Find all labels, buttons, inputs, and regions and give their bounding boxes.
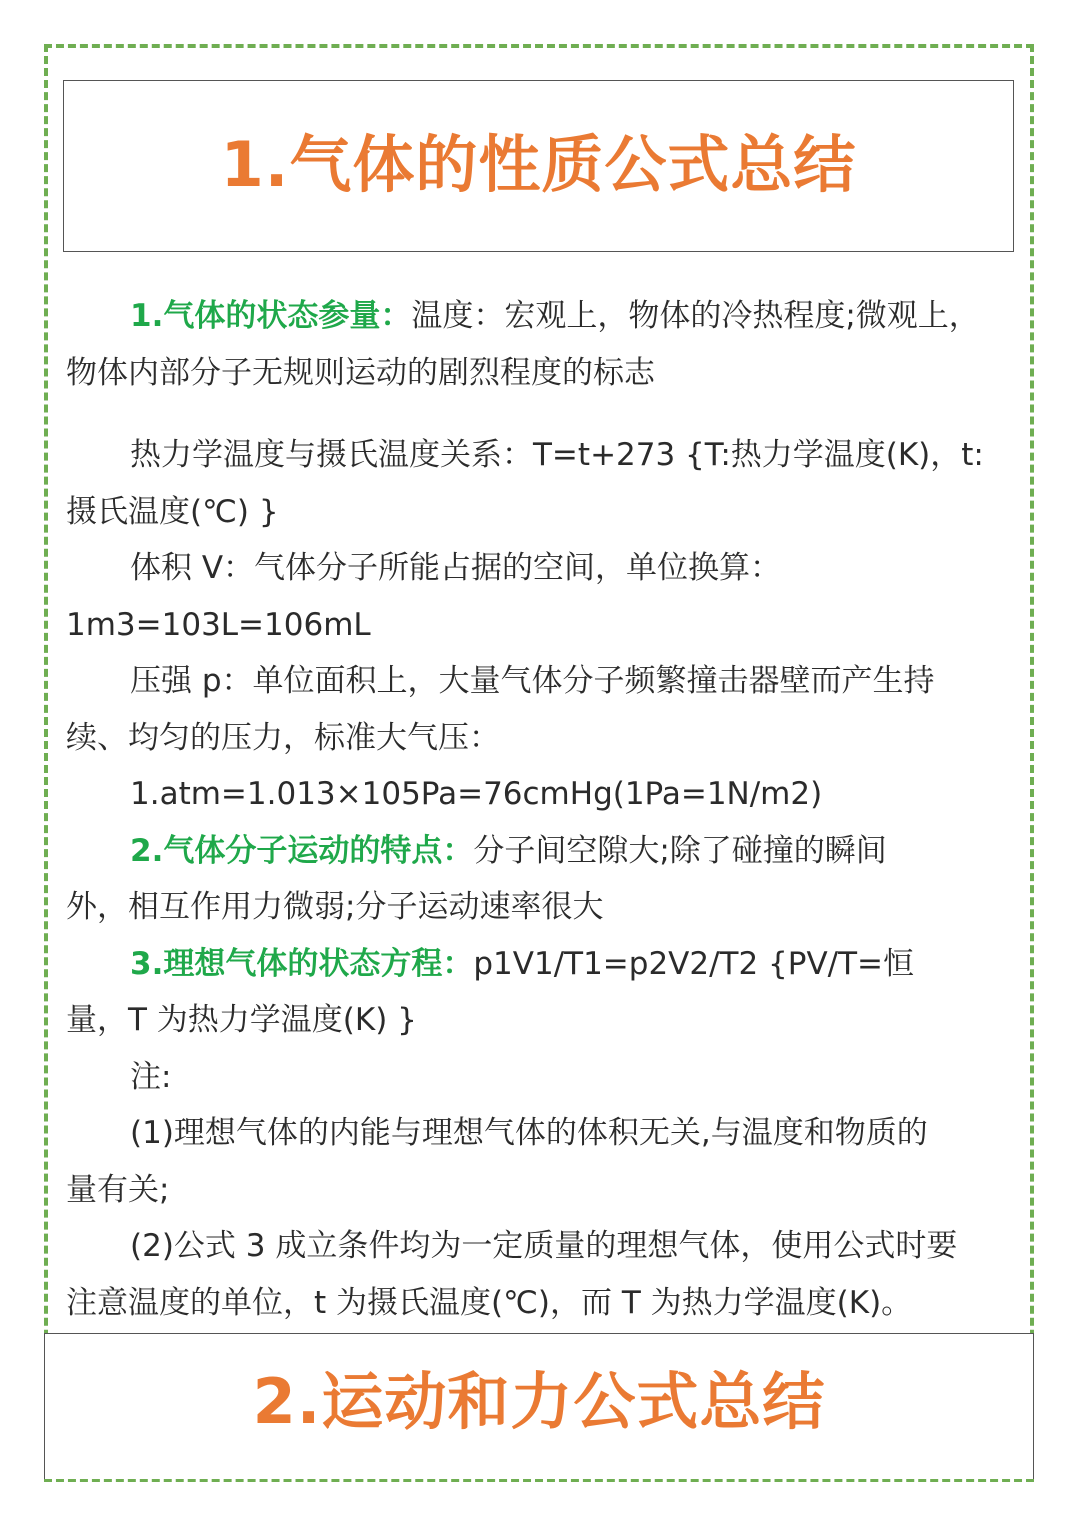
paragraph-gap bbox=[66, 401, 1032, 427]
paragraph-pressure-line-1: 压强 p：单位面积上，大量气体分子频繁撞击器壁而产生持 bbox=[130, 663, 935, 699]
paragraph-ideal-gas-line-2: 量，T 为热力学温度(K) } bbox=[66, 1002, 417, 1038]
note-label: 注: bbox=[130, 1058, 172, 1095]
paragraph-state-parameters-line-1 bbox=[66, 288, 1032, 345]
section-2-title-box bbox=[44, 1333, 1034, 1479]
paragraph-pressure-line-3: 1.atm=1.013×105Pa=76cmHg(1Pa=1N/m2) bbox=[130, 776, 823, 812]
note-2-line-1: (2)公式 3 成立条件均为一定质量的理想气体，使用公式时要 bbox=[130, 1228, 958, 1264]
note-2-line-2: 注意温度的单位，t 为摄氏温度(℃)，而 T 为热力学温度(K)。 bbox=[66, 1284, 913, 1321]
content-body bbox=[66, 288, 1032, 1331]
paragraph-volume-line-1: 体积 V：气体分子所能占据的空间，单位换算： bbox=[130, 550, 782, 586]
heading-molecular-motion: 2.气体分子运动的特点： bbox=[130, 832, 474, 869]
text-temperature-definition: 温度：宏观上，物体的冷热程度;微观上， bbox=[411, 298, 980, 334]
text-ideal-gas-equation: p1V1/T1=p2V2/T2 {PV/T=恒 bbox=[473, 945, 915, 982]
paragraph-temperature-relation-line-2: 摄氏温度(℃) } bbox=[66, 493, 279, 530]
note-1-line-2: 量有关; bbox=[66, 1171, 170, 1208]
heading-state-parameters: 1.气体的状态参量： bbox=[130, 298, 412, 334]
section-2-title: 2.运动和力公式总结 bbox=[252, 1365, 826, 1438]
text-molecular-motion: 分子间空隙大;除了碰撞的瞬间 bbox=[473, 832, 887, 869]
paragraph-pressure-line-2: 续、均匀的压力，标准大气压： bbox=[66, 719, 500, 756]
section-1-title: 1.气体的性质公式总结 bbox=[220, 127, 857, 201]
note-1-line-1: (1)理想气体的内能与理想气体的体积无关,与温度和物质的 bbox=[130, 1115, 928, 1151]
heading-ideal-gas-equation: 3.理想气体的状态方程： bbox=[130, 945, 474, 982]
paragraph-molecular-motion-line-1 bbox=[66, 823, 1032, 880]
paragraph-state-parameters-line-2: 物体内部分子无规则运动的剧烈程度的标志 bbox=[66, 354, 655, 391]
paragraph-temperature-relation-line-1: 热力学温度与摄氏温度关系：T=t+273 {T:热力学温度(K)，t: bbox=[130, 437, 984, 473]
paragraph-volume-line-2: 1m3=103L=106mL bbox=[66, 606, 371, 643]
paragraph-ideal-gas-line-1 bbox=[66, 936, 1032, 993]
paragraph-molecular-motion-line-2: 外，相互作用力微弱;分子运动速率很大 bbox=[66, 889, 604, 925]
section-1-title-box bbox=[63, 80, 1014, 252]
